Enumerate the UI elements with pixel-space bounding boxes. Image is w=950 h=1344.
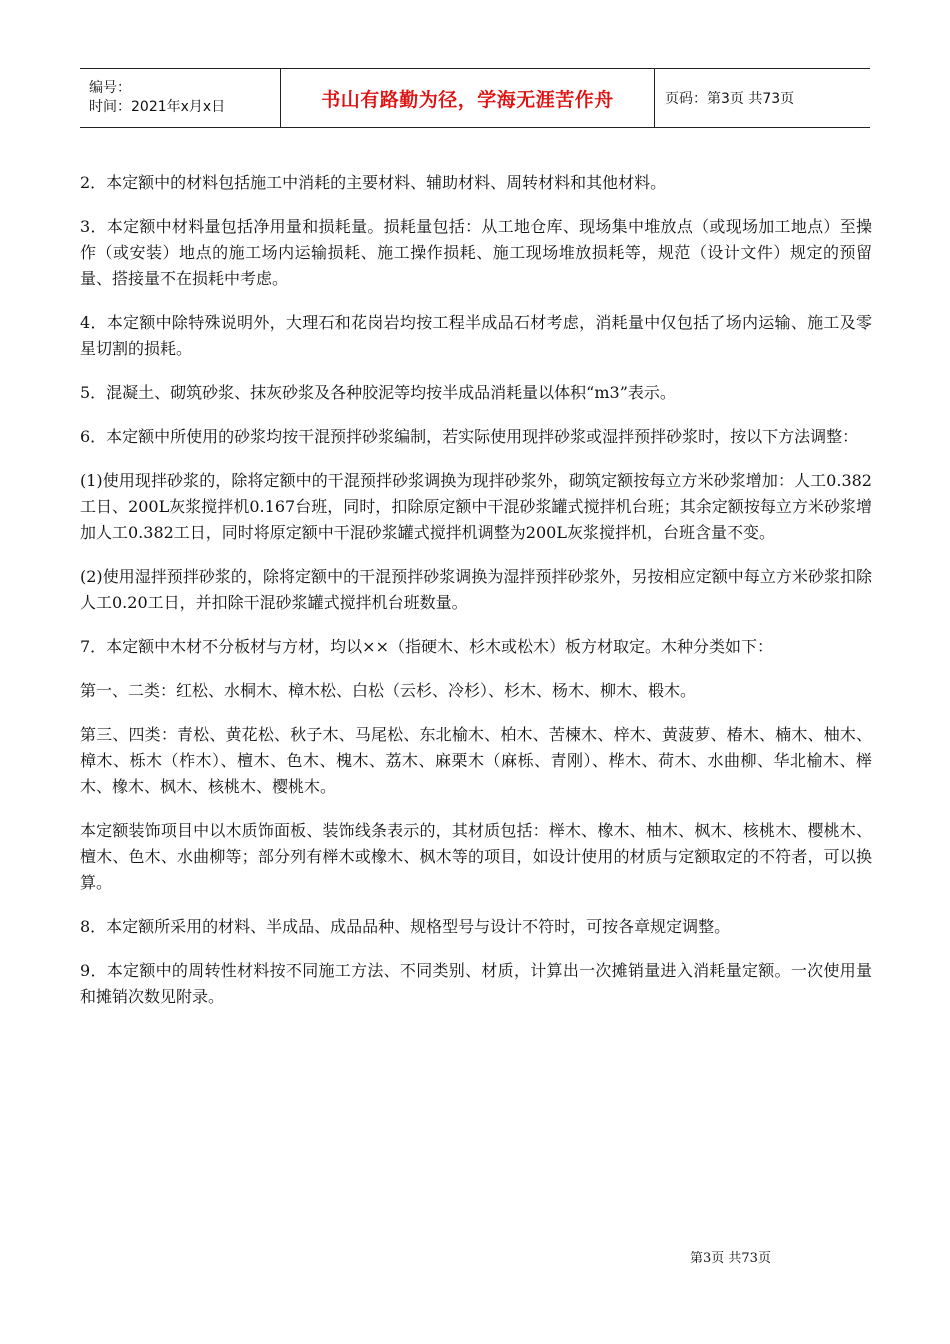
time-label: 时间：2021年x月x日 — [89, 99, 226, 115]
paragraph-6-1: (1)使用现拌砂浆的，除将定额中的干混预拌砂浆调换为现拌砂浆外，砌筑定额按每立方米砂浆增加：人工0.382工日、200L灰浆搅拌机0.167台班，同时，扣除原定额中干混砂浆罐式搅拌机台班；其余定额按每立方米砂浆增加人工0.382工日，同时将原定额中干混砂浆罐式搅拌机调整为200L灰浆搅拌机，台班含量不变。 — [80, 471, 872, 542]
paragraph-9: 9．本定额中的周转性材料按不同施工方法、不同类别、材质，计算出一次摊销量进入消耗量定额。一次使用量和摊销次数见附录。 — [80, 961, 872, 1006]
page-footer: 第3页 共73页 — [690, 1251, 771, 1266]
document-body — [80, 170, 872, 1028]
paragraph-8: 8．本定额所采用的材料、半成品、成品品种、规格型号与设计不符时，可按各章规定调整。 — [80, 917, 731, 936]
paragraph-wood-class-3-4: 第三、四类：青松、黄花松、秋子木、马尾松、东北榆木、柏木、苦楝木、梓木、黄菠萝、椿木、楠木、柚木、樟木、栎木（柞木）、檀木、色木、槐木、荔木、麻栗木（麻栎、青刚）、桦木、荷木、水曲柳、华北榆木、榉木、橡木、枫木、核桃木、樱桃木。 — [80, 725, 872, 796]
page-code: 页码：第3页 共73页 — [665, 91, 795, 107]
header-page-cell — [655, 69, 870, 127]
paragraph-decor-wood: 本定额装饰项目中以木质饰面板、装饰线条表示的，其材质包括：榉木、橡木、柚木、枫木、核桃木、樱桃木、檀木、色木、水曲柳等；部分列有榉木或橡木、枫木等的项目，如设计使用的材质与定额取定的不符者，可以换算。 — [80, 821, 872, 892]
paragraph-7: 7．本定额中木材不分板材与方材，均以××（指硬木、杉木或松木）板方材取定。木种分类如下： — [80, 637, 773, 656]
header-motto-cell — [281, 69, 655, 127]
document-header — [80, 68, 870, 128]
number-label: 编号： — [89, 80, 131, 96]
motto-text: 书山有路勤为径，学海无涯苦作舟 — [321, 88, 614, 111]
paragraph-6-2: (2)使用湿拌预拌砂浆的，除将定额中的干混预拌砂浆调换为湿拌预拌砂浆外，另按相应定额中每立方米砂浆扣除人工0.20工日，并扣除干混砂浆罐式搅拌机台班数量。 — [80, 567, 872, 612]
paragraph-3: 3．本定额中材料量包括净用量和损耗量。损耗量包括：从工地仓库、现场集中堆放点（或现场加工地点）至操作（或安装）地点的施工场内运输损耗、施工操作损耗、施工现场堆放损耗等，规范（设计文件）规定的预留量、搭接量不在损耗中考虑。 — [80, 217, 872, 288]
paragraph-5: 5．混凝土、砌筑砂浆、抹灰砂浆及各种胶泥等均按半成品消耗量以体积“m3”表示。 — [80, 383, 676, 402]
paragraph-2: 2．本定额中的材料包括施工中消耗的主要材料、辅助材料、周转材料和其他材料。 — [80, 173, 667, 192]
header-meta-cell — [80, 69, 281, 127]
paragraph-4: 4．本定额中除特殊说明外，大理石和花岗岩均按工程半成品石材考虑，消耗量中仅包括了场内运输、施工及零星切割的损耗。 — [80, 313, 872, 358]
paragraph-wood-class-1-2: 第一、二类：红松、水桐木、樟木松、白松（云杉、冷杉）、杉木、杨木、柳木、椴木。 — [80, 681, 697, 700]
paragraph-6: 6．本定额中所使用的砂浆均按干混预拌砂浆编制，若实际使用现拌砂浆或湿拌预拌砂浆时，按以下方法调整： — [80, 427, 859, 446]
